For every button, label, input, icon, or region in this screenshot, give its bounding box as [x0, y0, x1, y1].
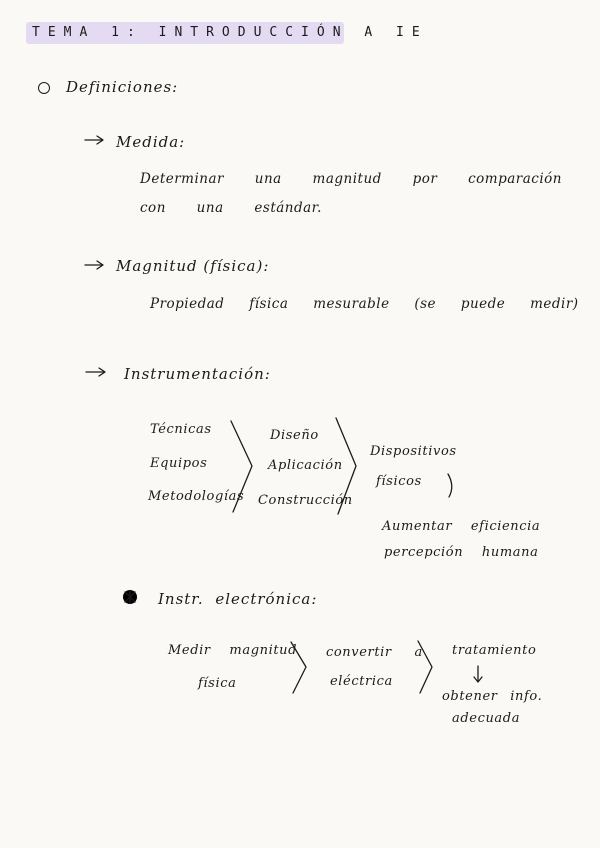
step2-line-1: convertir a: [326, 645, 423, 660]
magnitud-line-1: Propiedad física mesurable (se puede medir): [150, 296, 579, 312]
instr-col2-item: Construcción: [258, 493, 353, 508]
instrumentacion-heading: Instrumentación:: [124, 365, 271, 383]
instr-goal-line-1: Aumentar eficiencia: [382, 519, 541, 534]
step3-line-2: obtener info.: [442, 689, 543, 704]
page-title: TEMA 1: INTRODUCCIÓN A IE: [32, 25, 428, 40]
instr-goal-line-2: percepción humana: [384, 545, 539, 560]
arrow-right-icon: [85, 261, 103, 269]
arrow-right-icon: [85, 136, 103, 144]
instr-col2-item: Aplicación: [268, 458, 343, 473]
circle-bullet-icon: [38, 82, 50, 94]
instr-col1-item: Metodologías: [148, 489, 245, 504]
instr-col3-line-1: Dispositivos: [370, 444, 457, 459]
step1-line-2: física: [198, 676, 237, 691]
magnitud-heading: Magnitud (física):: [116, 257, 270, 275]
step3-line-3: adecuada: [452, 711, 521, 726]
medida-line-2: con una estándar.: [140, 200, 322, 216]
step3-line-1: tratamiento: [452, 643, 537, 658]
medida-heading: Medida:: [116, 133, 186, 151]
arrow-right-icon: [86, 368, 105, 376]
arrow-down-icon: [474, 666, 482, 682]
paren-icon: [448, 474, 452, 497]
instr-col1-item: Técnicas: [150, 422, 212, 437]
instr-col3-line-2: físicos: [376, 474, 422, 489]
section-definiciones: Definiciones:: [66, 78, 179, 96]
step1-line-1: Medir magnitud: [168, 643, 298, 658]
star-bullet-icon: [123, 590, 137, 604]
medida-line-1: Determinar una magnitud por comparación: [140, 171, 562, 187]
instr-col1-item: Equipos: [150, 456, 208, 471]
electronica-heading: Instr. electrónica:: [158, 590, 318, 608]
instr-col2-item: Diseño: [270, 428, 319, 443]
step2-line-2: eléctrica: [330, 674, 393, 689]
